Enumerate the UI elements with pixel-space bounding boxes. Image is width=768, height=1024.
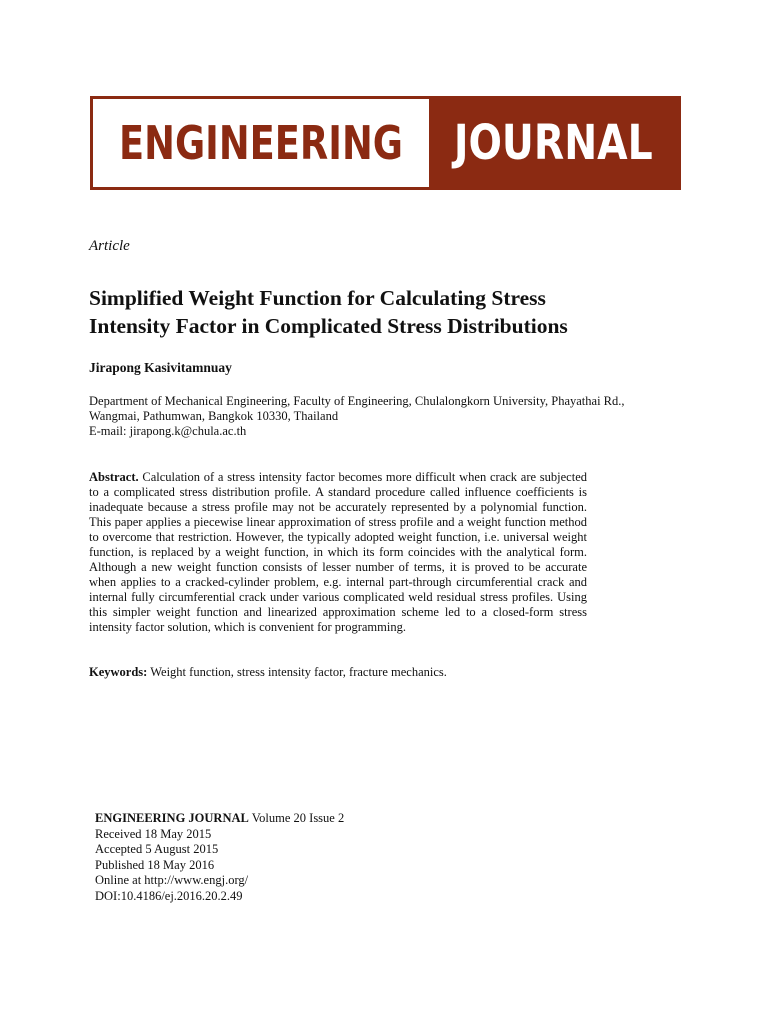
footer-volume: Volume 20 Issue 2	[251, 811, 345, 825]
doi: DOI:10.4186/ej.2016.20.2.49	[95, 888, 243, 903]
abstract-block	[89, 470, 587, 635]
journal-volume-line	[95, 811, 344, 827]
keywords-label: Keywords:	[89, 665, 148, 679]
article-type-label: Article	[89, 238, 130, 254]
paper-title	[89, 284, 689, 340]
keywords-block	[89, 665, 689, 680]
affiliation-block	[89, 394, 689, 439]
author-email: E-mail: jirapong.k@chula.ac.th	[89, 424, 247, 438]
footer-journal-name: ENGINEERING JOURNAL	[95, 811, 249, 825]
online-url: Online at http://www.engj.org/	[95, 873, 249, 887]
banner-right-panel	[429, 99, 678, 187]
affiliation-line-2: Wangmai, Pathumwan, Bangkok 10330, Thailand	[89, 409, 339, 423]
accepted-date: Accepted 5 August 2015	[95, 842, 219, 856]
abstract-text: Calculation of a stress intensity factor becomes more difficult when crack are subjected to a complicated stress distribution profile. A standard procedure called influence coefficients is inadequate because a stress profile may not be accurately represented by a polynomial function. This paper applies a piecewise linear approximation of stress profile and a weight function method to overcome that restriction. However, the typically adopted weight function, i.e. universal weight function, is replaced by a weight function, in which its form coincides with the analytical form. Although a new weight function consists of lesser number of terms, it is proved to be accurate when applies to a cracked-cylinder problem, e.g. internal part-through circumferential crack and internal fully circumferential crack under various complicated weld residual stress profiles. Using this simpler weight function and linearized approximation scheme led to a closed-form stress intensity factor solution, which is convenient for programming.	[89, 470, 587, 634]
journal-banner	[90, 96, 681, 190]
title-line-2: Intensity Factor in Complicated Stress Distributions	[89, 314, 568, 338]
banner-left-panel	[119, 99, 403, 187]
received-date: Received 18 May 2015	[95, 826, 212, 841]
keywords-text: Weight function, stress intensity factor, fracture mechanics.	[150, 665, 447, 679]
banner-journal-text: JOURNAL	[454, 115, 653, 171]
banner-engineering-text: ENGINEERING	[119, 116, 403, 170]
published-date: Published 18 May 2016	[95, 857, 215, 872]
author-name: Jirapong Kasivitamnuay	[89, 360, 232, 375]
title-line-1: Simplified Weight Function for Calculating Stress	[89, 286, 546, 310]
abstract-label: Abstract.	[89, 470, 139, 484]
publication-info	[95, 811, 344, 904]
affiliation-line-1: Department of Mechanical Engineering, Faculty of Engineering, Chulalongkorn University, Phayathai Rd.,	[89, 394, 625, 408]
